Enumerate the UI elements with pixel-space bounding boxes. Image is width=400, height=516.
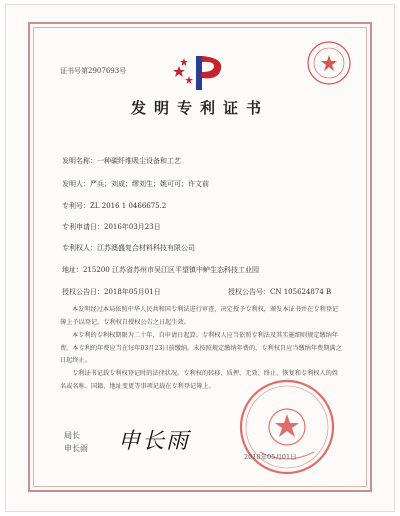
director-name: 申长雨 bbox=[64, 444, 88, 453]
field-announcement-number bbox=[228, 287, 331, 297]
invention-name-value: 一种碳纤维吸尘设备和工艺 bbox=[97, 157, 181, 165]
field-inventor bbox=[62, 179, 209, 189]
page-title: 发明专利证书 bbox=[130, 99, 269, 117]
body-paragraph-3: 专利证书记载专利权登记时的法律状况。专利权的转移、质押、无效、终止、恢复和专利权人的姓名或名称、国籍、地址变更等事项记载在专利登记簿上。 bbox=[60, 370, 339, 390]
top-right-seal bbox=[306, 40, 352, 86]
official-seal bbox=[238, 378, 336, 476]
field-patent-number bbox=[62, 201, 166, 211]
grant-date-label: 授权公告日： bbox=[62, 288, 104, 296]
invention-name-label: 发明名称： bbox=[62, 157, 97, 165]
patent-holder-label: 专利权人： bbox=[62, 244, 97, 252]
address-value: 215200 江苏省苏州市吴江区平望镇中鲈生态科技工业园 bbox=[83, 266, 259, 274]
patent-holder-value: 江苏澳盛复合材料科技有限公司 bbox=[97, 244, 195, 252]
body-paragraph-1: 本发明经过本局依照中华人民共和国专利法进行审查，决定授予专利权，颁发本证书并在专利登记簿上予以登记。专利权自授权公告之日起生效。 bbox=[60, 306, 339, 326]
filing-date-label: 专利申请日： bbox=[62, 223, 104, 231]
director-title: 局长 bbox=[64, 431, 80, 440]
field-patent-holder bbox=[62, 243, 195, 253]
patent-office-logo-icon bbox=[172, 52, 228, 92]
filing-date-value: 2016年03月23日 bbox=[104, 223, 161, 231]
seal-date: 2018年05月01日 bbox=[244, 453, 297, 461]
patent-number-label: 专利号： bbox=[62, 202, 90, 210]
announcement-number-value: CN 105624874 B bbox=[270, 288, 332, 296]
announcement-number-label: 授权公告号： bbox=[228, 288, 270, 296]
inventor-value: 严兵；刘成；缪刘生；姚可可；许文前 bbox=[90, 180, 209, 188]
director-signature: 申长雨 bbox=[118, 429, 191, 454]
patent-number-value: ZL 2016 1 0466675.2 bbox=[90, 202, 167, 210]
grant-date-value: 2018年05月01日 bbox=[104, 288, 161, 296]
field-invention-name bbox=[62, 156, 181, 166]
field-address bbox=[62, 265, 259, 275]
certificate-number: 证书号第2907693号 bbox=[60, 67, 127, 75]
field-filing-date bbox=[62, 222, 161, 232]
inventor-label: 发明人： bbox=[62, 180, 90, 188]
body-paragraph-2: 本专利的专利权期限为二十年，自申请日起算。专利权人应当依照专利法及其实施细则规定缴纳年费。本专利的年费应当在每年03月23日前缴纳。未按照规定缴纳年费的，专利权自应当缴纳年费期满之日起终止。 bbox=[60, 332, 342, 364]
address-label: 地址： bbox=[62, 266, 83, 274]
field-grant-date bbox=[62, 287, 161, 297]
